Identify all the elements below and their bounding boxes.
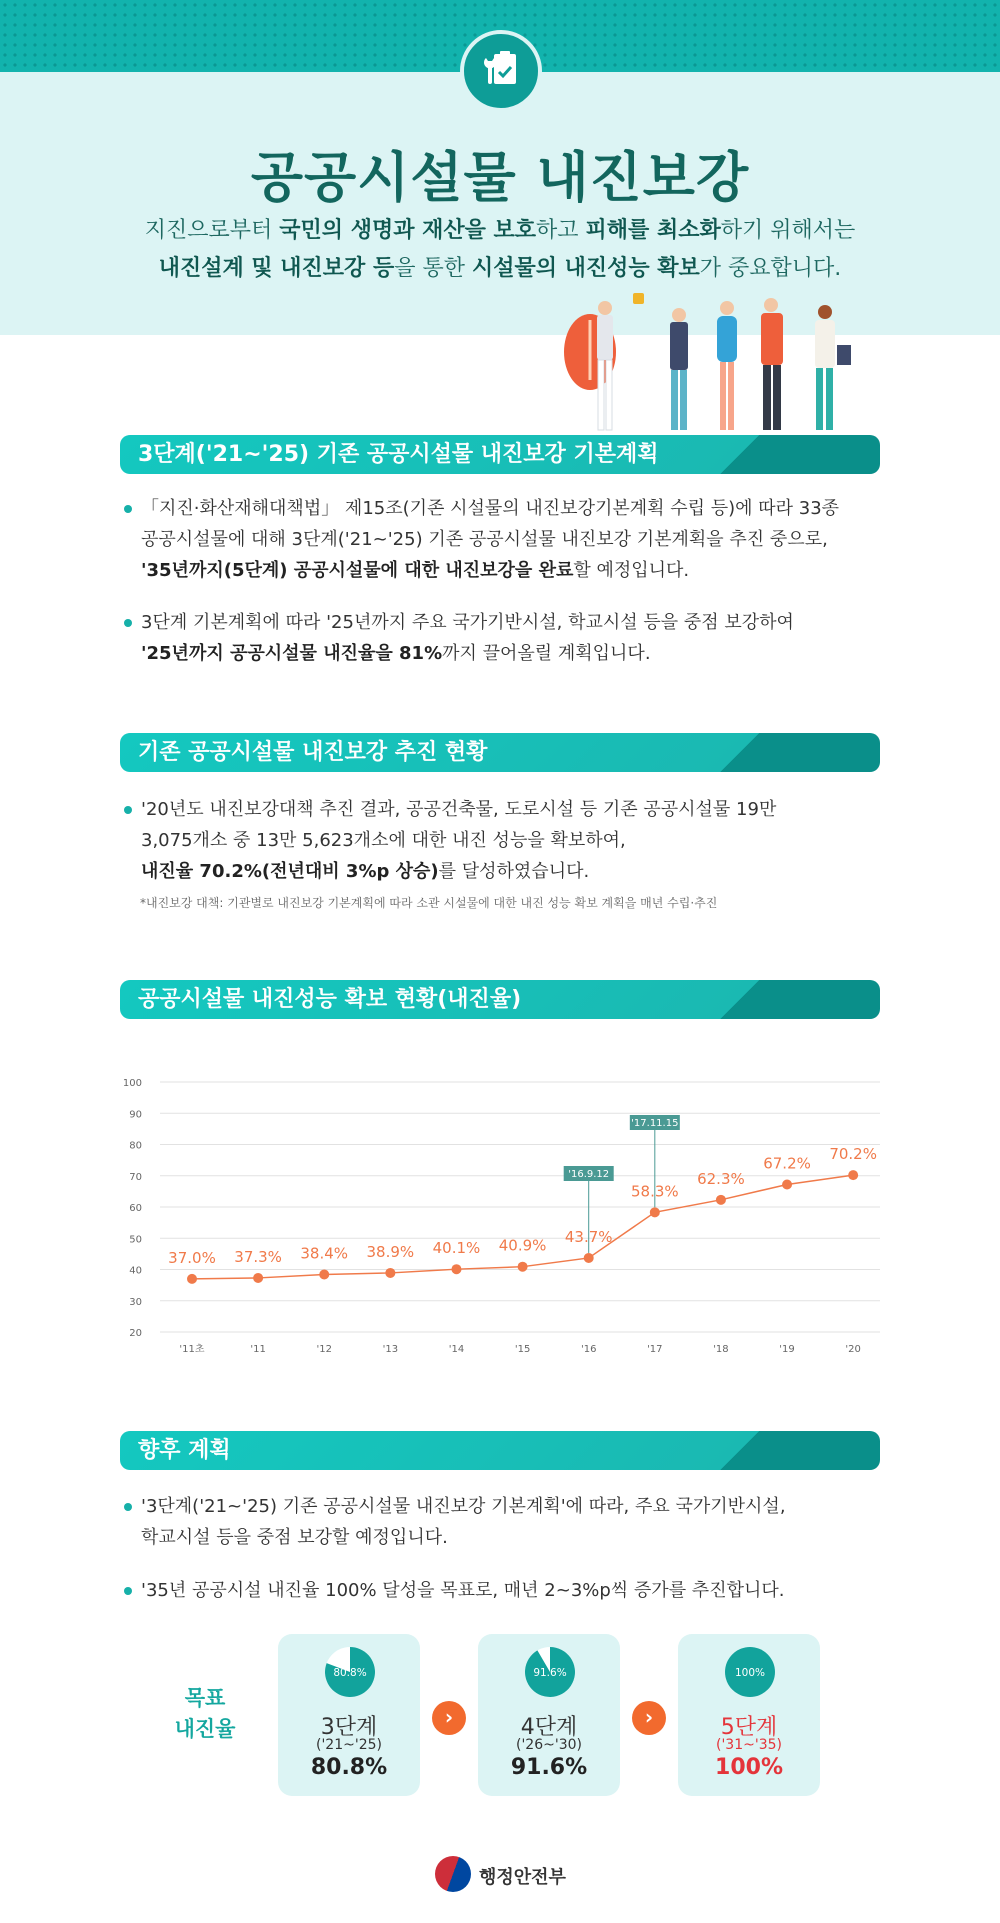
- wrench-clipboard-icon: [460, 30, 542, 112]
- progress-pie: [324, 1646, 376, 1698]
- data-label: 70.2%: [829, 1145, 877, 1164]
- x-tick-label: '16: [580, 1344, 597, 1355]
- list-item: 「지진·화산재해대책법」 제15조(기존 시설물의 내진보강기본계획 수립 등)에 따라 33종 공공시설물에 대해 3단계('21~'25) 기존 공공시설물 내진보강 기본계획을 추진 중으로, '35년까지(5단계) 공공시설물에 대한 내진보강을 완료할 예정입니다.: [124, 493, 894, 586]
- data-label: 58.3%: [630, 1182, 679, 1201]
- x-tick-label: '14: [448, 1344, 465, 1355]
- pie-label: 91.6%: [533, 1667, 567, 1679]
- data-point: [319, 1270, 329, 1280]
- y-tick-label: 100: [122, 1078, 142, 1089]
- data-label: 67.2%: [763, 1154, 811, 1173]
- data-point: [584, 1253, 594, 1263]
- data-label: 37.0%: [168, 1248, 216, 1267]
- data-label: 62.3%: [697, 1169, 745, 1188]
- progress-pie: [524, 1646, 576, 1698]
- stage-card-4: 91.6% 4단계 ('26~'30) 91.6%: [478, 1634, 620, 1796]
- x-tick-label: '11: [250, 1344, 266, 1355]
- hero-banner: [0, 0, 1000, 335]
- data-label: 38.4%: [300, 1244, 349, 1263]
- page-subtitle: [0, 212, 1000, 288]
- progress-pie: [724, 1646, 776, 1698]
- y-tick-label: 80: [129, 1140, 142, 1152]
- stage-card-3: 80.8% 3단계 ('21~'25) 80.8%: [278, 1634, 420, 1796]
- section-header-status: 기존 공공시설물 내진보강 추진 현황: [120, 733, 880, 772]
- stage-card-5: 100% 5단계 ('31~'35) 100%: [678, 1634, 820, 1796]
- chevron-right-icon: ›: [632, 1701, 666, 1735]
- x-tick-label: '17: [647, 1344, 663, 1355]
- pie-label: 100%: [734, 1667, 766, 1679]
- y-tick-label: 70: [129, 1171, 142, 1183]
- people-illustration: [545, 290, 860, 440]
- data-label: 43.7%: [564, 1227, 613, 1246]
- y-tick-label: 50: [129, 1234, 142, 1246]
- y-tick-label: 20: [129, 1328, 142, 1339]
- data-point: [782, 1180, 792, 1190]
- y-tick-label: 40: [129, 1265, 142, 1277]
- y-tick-label: 30: [129, 1296, 142, 1308]
- list-item: '35년 공공시설 내진율 100% 달성을 목표로, 매년 2~3%p씩 증가를 추진합니다.: [124, 1575, 894, 1606]
- seismic-rate-line-chart: [110, 1060, 900, 1360]
- x-tick-label: '18: [713, 1344, 729, 1355]
- data-label: 38.9%: [366, 1242, 415, 1261]
- list-item: '3단계('21~'25) 기존 공공시설물 내진보강 기본계획'에 따라, 주요 국가기반시설, 학교시설 등을 중점 보강할 예정입니다.: [124, 1491, 894, 1553]
- y-tick-label: 90: [129, 1109, 142, 1121]
- x-tick-label: '11초: [179, 1344, 205, 1355]
- data-point: [187, 1274, 197, 1284]
- section-header-plan: 3단계('21~'25) 기존 공공시설물 내진보강 기본계획: [120, 435, 880, 474]
- footnote: *내진보강 대책: 기관별로 내진보강 기본계획에 따라 소관 시설물에 대한 내진 성능 확보 계획을 매년 수립·추진: [140, 896, 718, 910]
- pie-label: 80.8%: [333, 1667, 367, 1679]
- data-point: [716, 1195, 726, 1205]
- section-header-chart: 공공시설물 내진성능 확보 현황(내진율): [120, 980, 880, 1019]
- data-point: [650, 1207, 660, 1217]
- data-point: [253, 1273, 263, 1283]
- subtitle-line-2: 내진설계 및 내진보강 등을 통한 시설물의 내진성능 확보가 중요합니다.: [158, 256, 842, 281]
- data-point: [385, 1268, 395, 1278]
- x-tick-label: '15: [514, 1344, 531, 1355]
- section-header-future: 향후 계획: [120, 1431, 880, 1470]
- data-point: [518, 1262, 528, 1272]
- x-tick-label: '19: [779, 1344, 795, 1355]
- page-title: 공공시설물 내진보강: [250, 146, 750, 209]
- x-tick-label: '20: [845, 1344, 861, 1355]
- target-label: 목표 내진율: [174, 1686, 236, 1741]
- x-tick-label: '13: [382, 1344, 399, 1355]
- x-tick-label: '12: [316, 1344, 332, 1355]
- annotation-label: '16.9.12: [568, 1169, 610, 1180]
- data-label: 40.9%: [498, 1236, 547, 1255]
- data-point: [451, 1264, 461, 1274]
- annotation-label: '17.11.15: [631, 1118, 679, 1129]
- subtitle-line-1: 지진으로부터 국민의 생명과 재산을 보호하고 피해를 최소화하기 위해서는: [144, 218, 856, 243]
- list-item: 3단계 기본계획에 따라 '25년까지 주요 국가기반시설, 학교시설 등을 중점 보강하여 '25년까지 공공시설물 내진율을 81%까지 끌어올릴 계획입니다.: [124, 607, 894, 669]
- taegeuk-icon: [435, 1856, 471, 1892]
- data-label: 40.1%: [432, 1239, 481, 1258]
- data-label: 37.3%: [234, 1247, 282, 1266]
- chevron-right-icon: ›: [432, 1701, 466, 1735]
- y-tick-label: 60: [129, 1203, 142, 1214]
- list-item: '20년도 내진보강대책 추진 결과, 공공건축물, 도로시설 등 기존 공공시설물 19만 3,075개소 중 13만 5,623개소에 대한 내진 성능을 확보하여, 내진율 70.2%(전년대비 3%p 상승)를 달성하였습니다.: [124, 794, 894, 887]
- ministry-logo: 행정안전부: [435, 1854, 567, 1894]
- data-point: [848, 1170, 858, 1180]
